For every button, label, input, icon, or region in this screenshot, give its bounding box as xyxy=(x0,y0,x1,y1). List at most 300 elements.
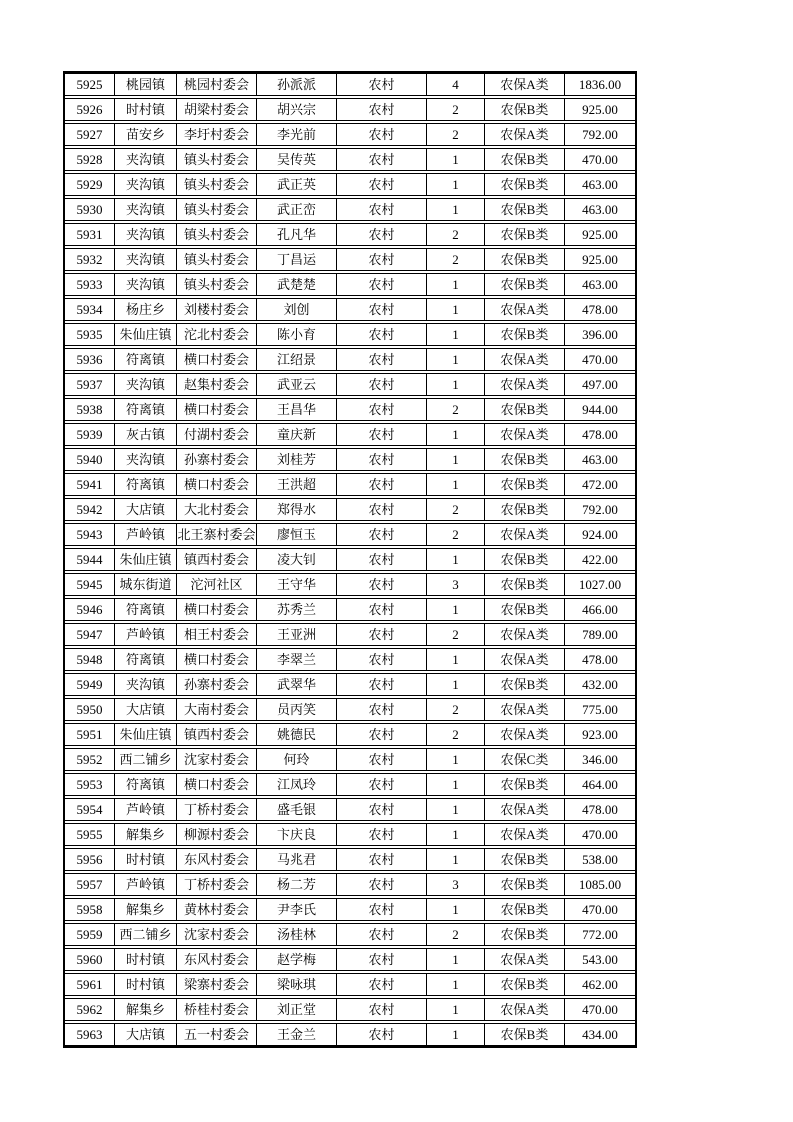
cell-person-name: 王亚洲 xyxy=(257,624,337,645)
cell-amount: 497.00 xyxy=(582,377,618,392)
cell-town: 灰古镇 xyxy=(115,424,177,445)
cell-residence-type: 农村 xyxy=(337,524,427,545)
cell-serial-number: 5929 xyxy=(65,174,115,195)
cell-person-count: 4 xyxy=(427,74,485,95)
cell-person-name: 何玲 xyxy=(257,749,337,770)
cell-amount: 1027.00 xyxy=(578,577,622,592)
cell-person-name: 刘桂芳 xyxy=(257,449,337,470)
table-row xyxy=(65,798,635,821)
cell-insurance-category: 农保B类 xyxy=(485,774,565,795)
table-row xyxy=(65,973,635,996)
cell-serial-number: 5957 xyxy=(65,874,115,895)
cell-town: 夹沟镇 xyxy=(115,449,177,470)
cell-person-count: 1 xyxy=(427,749,485,770)
cell-person-name: 汤桂林 xyxy=(257,924,337,945)
cell-insurance-category: 农保B类 xyxy=(485,249,565,270)
cell-person-name: 员丙笑 xyxy=(257,699,337,720)
cell-village-committee: 沈家村委会 xyxy=(177,924,257,945)
cell-residence-type: 农村 xyxy=(337,299,427,320)
cell-town: 时村镇 xyxy=(115,974,177,995)
cell-person-name: 武正峦 xyxy=(257,199,337,220)
cell-residence-type: 农村 xyxy=(337,574,427,595)
cell-person-name: 武正英 xyxy=(257,174,337,195)
cell-amount: 470.00 xyxy=(582,152,618,167)
table-row xyxy=(65,273,635,296)
cell-residence-type: 农村 xyxy=(337,724,427,745)
cell-insurance-category: 农保B类 xyxy=(485,899,565,920)
table-row xyxy=(65,823,635,846)
cell-insurance-category: 农保B类 xyxy=(485,449,565,470)
cell-person-count: 2 xyxy=(427,624,485,645)
cell-insurance-category: 农保A类 xyxy=(485,424,565,445)
cell-person-count: 1 xyxy=(427,299,485,320)
cell-residence-type: 农村 xyxy=(337,924,427,945)
table-row xyxy=(65,623,635,646)
cell-person-name: 刘创 xyxy=(257,299,337,320)
cell-residence-type: 农村 xyxy=(337,74,427,95)
cell-town: 夹沟镇 xyxy=(115,374,177,395)
cell-residence-type: 农村 xyxy=(337,749,427,770)
cell-residence-type: 农村 xyxy=(337,474,427,495)
cell-person-count: 1 xyxy=(427,274,485,295)
cell-serial-number: 5925 xyxy=(65,74,115,95)
cell-insurance-category: 农保A类 xyxy=(485,349,565,370)
cell-residence-type: 农村 xyxy=(337,149,427,170)
cell-insurance-category: 农保A类 xyxy=(485,124,565,145)
cell-person-name: 丁昌运 xyxy=(257,249,337,270)
table-row xyxy=(65,873,635,896)
cell-insurance-category: 农保B类 xyxy=(485,149,565,170)
cell-insurance-category: 农保B类 xyxy=(485,199,565,220)
cell-residence-type: 农村 xyxy=(337,599,427,620)
cell-person-count: 1 xyxy=(427,799,485,820)
cell-insurance-category: 农保B类 xyxy=(485,174,565,195)
cell-village-committee: 镇西村委会 xyxy=(177,724,257,745)
cell-residence-type: 农村 xyxy=(337,174,427,195)
cell-person-name: 江凤玲 xyxy=(257,774,337,795)
cell-serial-number: 5935 xyxy=(65,324,115,345)
cell-insurance-category: 农保A类 xyxy=(485,74,565,95)
cell-residence-type: 农村 xyxy=(337,674,427,695)
cell-amount: 470.00 xyxy=(582,1002,618,1017)
cell-town: 夹沟镇 xyxy=(115,674,177,695)
cell-person-count: 3 xyxy=(427,874,485,895)
cell-amount: 422.00 xyxy=(582,552,618,567)
cell-village-committee: 五一村委会 xyxy=(177,1024,257,1045)
cell-residence-type: 农村 xyxy=(337,324,427,345)
cell-person-count: 1 xyxy=(427,149,485,170)
cell-town: 西二铺乡 xyxy=(115,749,177,770)
cell-amount: 944.00 xyxy=(582,402,618,417)
cell-residence-type: 农村 xyxy=(337,1024,427,1045)
cell-village-committee: 大北村委会 xyxy=(177,499,257,520)
cell-insurance-category: 农保B类 xyxy=(485,224,565,245)
table-row xyxy=(65,298,635,321)
cell-person-name: 马兆君 xyxy=(257,849,337,870)
cell-serial-number: 5945 xyxy=(65,574,115,595)
cell-village-committee: 镇头村委会 xyxy=(177,199,257,220)
cell-person-name: 廖恒玉 xyxy=(257,524,337,545)
cell-town: 朱仙庄镇 xyxy=(115,724,177,745)
cell-insurance-category: 农保A类 xyxy=(485,999,565,1020)
cell-village-committee: 横口村委会 xyxy=(177,599,257,620)
cell-insurance-category: 农保B类 xyxy=(485,274,565,295)
cell-town: 芦岭镇 xyxy=(115,874,177,895)
cell-serial-number: 5931 xyxy=(65,224,115,245)
cell-serial-number: 5939 xyxy=(65,424,115,445)
cell-serial-number: 5944 xyxy=(65,549,115,570)
cell-amount: 478.00 xyxy=(582,302,618,317)
cell-insurance-category: 农保B类 xyxy=(485,849,565,870)
cell-insurance-category: 农保B类 xyxy=(485,1024,565,1045)
cell-town: 朱仙庄镇 xyxy=(115,549,177,570)
cell-person-name: 孙派派 xyxy=(257,74,337,95)
cell-person-count: 1 xyxy=(427,349,485,370)
table-row xyxy=(65,473,635,496)
cell-amount: 396.00 xyxy=(582,327,618,342)
cell-person-count: 1 xyxy=(427,774,485,795)
cell-insurance-category: 农保A类 xyxy=(485,699,565,720)
cell-village-committee: 镇头村委会 xyxy=(177,174,257,195)
cell-town: 西二铺乡 xyxy=(115,924,177,945)
cell-town: 夹沟镇 xyxy=(115,199,177,220)
cell-town: 符离镇 xyxy=(115,349,177,370)
cell-village-committee: 沱北村委会 xyxy=(177,324,257,345)
cell-insurance-category: 农保A类 xyxy=(485,524,565,545)
cell-town: 大店镇 xyxy=(115,1024,177,1045)
cell-person-count: 2 xyxy=(427,699,485,720)
cell-town: 解集乡 xyxy=(115,824,177,845)
cell-person-name: 郑得水 xyxy=(257,499,337,520)
cell-person-count: 1 xyxy=(427,474,485,495)
cell-person-count: 1 xyxy=(427,949,485,970)
cell-insurance-category: 农保A类 xyxy=(485,299,565,320)
table-row xyxy=(65,848,635,871)
cell-amount: 925.00 xyxy=(582,252,618,267)
cell-person-name: 姚德民 xyxy=(257,724,337,745)
cell-person-count: 1 xyxy=(427,649,485,670)
cell-serial-number: 5937 xyxy=(65,374,115,395)
cell-amount: 434.00 xyxy=(582,1027,618,1042)
cell-person-count: 1 xyxy=(427,974,485,995)
cell-insurance-category: 农保B类 xyxy=(485,549,565,570)
table-row xyxy=(65,698,635,721)
cell-amount: 462.00 xyxy=(582,977,618,992)
table-row xyxy=(65,448,635,471)
cell-person-count: 2 xyxy=(427,499,485,520)
cell-person-name: 陈小育 xyxy=(257,324,337,345)
cell-village-committee: 大南村委会 xyxy=(177,699,257,720)
cell-village-committee: 沱河社区 xyxy=(177,574,257,595)
table-row xyxy=(65,148,635,171)
cell-serial-number: 5936 xyxy=(65,349,115,370)
cell-village-committee: 相王村委会 xyxy=(177,624,257,645)
cell-serial-number: 5941 xyxy=(65,474,115,495)
cell-amount: 463.00 xyxy=(582,202,618,217)
cell-person-name: 武翠华 xyxy=(257,674,337,695)
cell-town: 苗安乡 xyxy=(115,124,177,145)
cell-village-committee: 孙寨村委会 xyxy=(177,449,257,470)
table-row xyxy=(65,998,635,1021)
cell-serial-number: 5927 xyxy=(65,124,115,145)
cell-amount: 789.00 xyxy=(582,627,618,642)
cell-insurance-category: 农保A类 xyxy=(485,649,565,670)
cell-residence-type: 农村 xyxy=(337,899,427,920)
cell-town: 芦岭镇 xyxy=(115,624,177,645)
cell-amount: 463.00 xyxy=(582,177,618,192)
cell-insurance-category: 农保A类 xyxy=(485,374,565,395)
cell-insurance-category: 农保B类 xyxy=(485,574,565,595)
cell-town: 杨庄乡 xyxy=(115,299,177,320)
cell-serial-number: 5952 xyxy=(65,749,115,770)
cell-residence-type: 农村 xyxy=(337,424,427,445)
table-row xyxy=(65,898,635,921)
cell-person-count: 1 xyxy=(427,374,485,395)
cell-town: 城东街道 xyxy=(115,574,177,595)
cell-serial-number: 5963 xyxy=(65,1024,115,1045)
cell-person-name: 盛毛银 xyxy=(257,799,337,820)
cell-serial-number: 5933 xyxy=(65,274,115,295)
cell-village-committee: 镇头村委会 xyxy=(177,249,257,270)
cell-person-count: 1 xyxy=(427,599,485,620)
cell-insurance-category: 农保B类 xyxy=(485,499,565,520)
cell-person-count: 1 xyxy=(427,424,485,445)
cell-residence-type: 农村 xyxy=(337,449,427,470)
cell-person-count: 3 xyxy=(427,574,485,595)
cell-village-committee: 刘楼村委会 xyxy=(177,299,257,320)
cell-village-committee: 北王寨村委会 xyxy=(177,524,257,545)
cell-residence-type: 农村 xyxy=(337,549,427,570)
cell-residence-type: 农村 xyxy=(337,374,427,395)
cell-amount: 478.00 xyxy=(582,652,618,667)
cell-insurance-category: 农保B类 xyxy=(485,324,565,345)
cell-insurance-category: 农保A类 xyxy=(485,949,565,970)
table-row xyxy=(65,323,635,346)
cell-person-count: 2 xyxy=(427,399,485,420)
cell-amount: 432.00 xyxy=(582,677,618,692)
table-row xyxy=(65,573,635,596)
cell-serial-number: 5962 xyxy=(65,999,115,1020)
cell-person-name: 苏秀兰 xyxy=(257,599,337,620)
cell-village-committee: 镇头村委会 xyxy=(177,149,257,170)
cell-insurance-category: 农保B类 xyxy=(485,874,565,895)
cell-serial-number: 5947 xyxy=(65,624,115,645)
cell-serial-number: 5960 xyxy=(65,949,115,970)
table-row xyxy=(65,723,635,746)
cell-town: 夹沟镇 xyxy=(115,274,177,295)
cell-insurance-category: 农保A类 xyxy=(485,724,565,745)
cell-person-count: 1 xyxy=(427,849,485,870)
cell-serial-number: 5951 xyxy=(65,724,115,745)
cell-residence-type: 农村 xyxy=(337,799,427,820)
cell-person-count: 2 xyxy=(427,224,485,245)
cell-amount: 463.00 xyxy=(582,452,618,467)
cell-village-committee: 横口村委会 xyxy=(177,474,257,495)
cell-village-committee: 沈家村委会 xyxy=(177,749,257,770)
cell-serial-number: 5956 xyxy=(65,849,115,870)
cell-village-committee: 横口村委会 xyxy=(177,349,257,370)
cell-residence-type: 农村 xyxy=(337,224,427,245)
cell-town: 符离镇 xyxy=(115,399,177,420)
cell-person-name: 凌大钊 xyxy=(257,549,337,570)
table-row xyxy=(65,373,635,396)
benefits-table xyxy=(63,71,637,1048)
cell-village-committee: 镇头村委会 xyxy=(177,274,257,295)
cell-village-committee: 镇头村委会 xyxy=(177,224,257,245)
cell-person-count: 1 xyxy=(427,199,485,220)
cell-residence-type: 农村 xyxy=(337,249,427,270)
table-row xyxy=(65,98,635,121)
cell-insurance-category: 农保B类 xyxy=(485,974,565,995)
cell-residence-type: 农村 xyxy=(337,649,427,670)
cell-person-name: 尹李氏 xyxy=(257,899,337,920)
table-row xyxy=(65,748,635,771)
cell-town: 符离镇 xyxy=(115,774,177,795)
cell-village-committee: 丁桥村委会 xyxy=(177,799,257,820)
cell-amount: 925.00 xyxy=(582,227,618,242)
table-row xyxy=(65,173,635,196)
cell-amount: 775.00 xyxy=(582,702,618,717)
table-row xyxy=(65,598,635,621)
cell-village-committee: 付湖村委会 xyxy=(177,424,257,445)
cell-amount: 925.00 xyxy=(582,102,618,117)
table-row xyxy=(65,223,635,246)
cell-village-committee: 黄林村委会 xyxy=(177,899,257,920)
cell-residence-type: 农村 xyxy=(337,824,427,845)
cell-person-count: 2 xyxy=(427,124,485,145)
cell-residence-type: 农村 xyxy=(337,699,427,720)
cell-person-name: 武亚云 xyxy=(257,374,337,395)
cell-amount: 470.00 xyxy=(582,827,618,842)
cell-serial-number: 5940 xyxy=(65,449,115,470)
table-row xyxy=(65,348,635,371)
cell-town: 芦岭镇 xyxy=(115,799,177,820)
cell-amount: 463.00 xyxy=(582,277,618,292)
cell-village-committee: 李圩村委会 xyxy=(177,124,257,145)
cell-residence-type: 农村 xyxy=(337,624,427,645)
cell-village-committee: 横口村委会 xyxy=(177,774,257,795)
cell-serial-number: 5938 xyxy=(65,399,115,420)
cell-person-count: 1 xyxy=(427,174,485,195)
cell-serial-number: 5953 xyxy=(65,774,115,795)
cell-serial-number: 5946 xyxy=(65,599,115,620)
table-row xyxy=(65,548,635,571)
table-row xyxy=(65,498,635,521)
cell-insurance-category: 农保C类 xyxy=(485,749,565,770)
cell-town: 大店镇 xyxy=(115,699,177,720)
cell-residence-type: 农村 xyxy=(337,949,427,970)
cell-serial-number: 5959 xyxy=(65,924,115,945)
table-row xyxy=(65,648,635,671)
cell-person-count: 1 xyxy=(427,549,485,570)
cell-person-count: 1 xyxy=(427,324,485,345)
cell-serial-number: 5942 xyxy=(65,499,115,520)
cell-person-count: 1 xyxy=(427,449,485,470)
cell-person-name: 李光前 xyxy=(257,124,337,145)
cell-village-committee: 孙寨村委会 xyxy=(177,674,257,695)
cell-village-committee: 丁桥村委会 xyxy=(177,874,257,895)
cell-insurance-category: 农保B类 xyxy=(485,399,565,420)
cell-town: 解集乡 xyxy=(115,899,177,920)
cell-person-count: 2 xyxy=(427,524,485,545)
cell-insurance-category: 农保A类 xyxy=(485,824,565,845)
cell-residence-type: 农村 xyxy=(337,274,427,295)
cell-amount: 472.00 xyxy=(582,477,618,492)
cell-person-name: 王洪超 xyxy=(257,474,337,495)
cell-person-count: 1 xyxy=(427,824,485,845)
cell-person-name: 赵学梅 xyxy=(257,949,337,970)
cell-village-committee: 横口村委会 xyxy=(177,649,257,670)
cell-village-committee: 柳源村委会 xyxy=(177,824,257,845)
cell-person-count: 1 xyxy=(427,1024,485,1045)
cell-town: 符离镇 xyxy=(115,474,177,495)
table-row xyxy=(65,123,635,146)
cell-amount: 464.00 xyxy=(582,777,618,792)
cell-serial-number: 5932 xyxy=(65,249,115,270)
cell-residence-type: 农村 xyxy=(337,399,427,420)
cell-town: 夹沟镇 xyxy=(115,224,177,245)
cell-person-name: 童庆新 xyxy=(257,424,337,445)
table-row xyxy=(65,773,635,796)
cell-town: 时村镇 xyxy=(115,99,177,120)
cell-town: 夹沟镇 xyxy=(115,149,177,170)
cell-town: 大店镇 xyxy=(115,499,177,520)
cell-village-committee: 东风村委会 xyxy=(177,849,257,870)
cell-insurance-category: 农保B类 xyxy=(485,924,565,945)
cell-residence-type: 农村 xyxy=(337,874,427,895)
cell-town: 时村镇 xyxy=(115,949,177,970)
table-row xyxy=(65,523,635,546)
cell-village-committee: 梁寨村委会 xyxy=(177,974,257,995)
cell-person-name: 王金兰 xyxy=(257,1024,337,1045)
cell-serial-number: 5928 xyxy=(65,149,115,170)
cell-insurance-category: 农保A类 xyxy=(485,624,565,645)
cell-serial-number: 5950 xyxy=(65,699,115,720)
cell-person-name: 孔凡华 xyxy=(257,224,337,245)
cell-person-count: 1 xyxy=(427,999,485,1020)
cell-amount: 538.00 xyxy=(582,852,618,867)
cell-amount: 346.00 xyxy=(582,752,618,767)
cell-person-count: 1 xyxy=(427,674,485,695)
cell-person-name: 杨二芳 xyxy=(257,874,337,895)
cell-town: 符离镇 xyxy=(115,649,177,670)
cell-person-name: 梁咏琪 xyxy=(257,974,337,995)
cell-amount: 1085.00 xyxy=(578,877,622,892)
cell-village-committee: 桃园村委会 xyxy=(177,74,257,95)
cell-insurance-category: 农保B类 xyxy=(485,674,565,695)
cell-town: 夹沟镇 xyxy=(115,174,177,195)
cell-amount: 470.00 xyxy=(582,352,618,367)
cell-residence-type: 农村 xyxy=(337,499,427,520)
cell-town: 符离镇 xyxy=(115,599,177,620)
cell-insurance-category: 农保B类 xyxy=(485,599,565,620)
cell-serial-number: 5934 xyxy=(65,299,115,320)
cell-amount: 470.00 xyxy=(582,902,618,917)
cell-person-count: 1 xyxy=(427,899,485,920)
cell-residence-type: 农村 xyxy=(337,849,427,870)
cell-person-name: 江绍景 xyxy=(257,349,337,370)
cell-serial-number: 5949 xyxy=(65,674,115,695)
cell-town: 朱仙庄镇 xyxy=(115,324,177,345)
cell-person-name: 胡兴宗 xyxy=(257,99,337,120)
table-row xyxy=(65,248,635,271)
cell-village-committee: 东风村委会 xyxy=(177,949,257,970)
cell-amount: 478.00 xyxy=(582,427,618,442)
cell-residence-type: 农村 xyxy=(337,349,427,370)
cell-serial-number: 5948 xyxy=(65,649,115,670)
cell-person-name: 吴传英 xyxy=(257,149,337,170)
cell-amount: 478.00 xyxy=(582,802,618,817)
